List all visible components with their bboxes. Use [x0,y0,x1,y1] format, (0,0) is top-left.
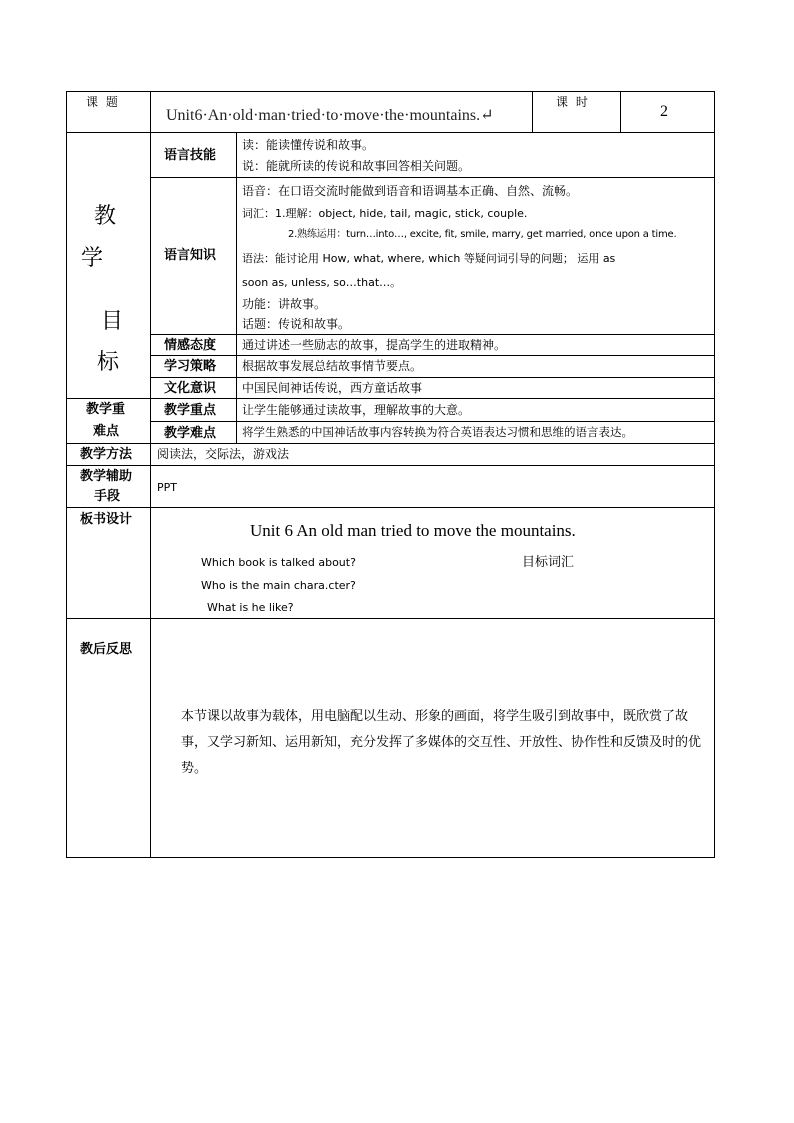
board-question: Which book is talked about? [201,556,356,569]
skills-line: 读：能读懂传说和故事。 [242,138,375,152]
skills-label: 语言技能 [164,148,217,163]
culture-text: 中国民间神话传说，西方童话故事 [242,381,423,395]
board-vocab: 目标词汇 [522,555,575,570]
knowledge-line: 2.熟练运用：turn…into…, excite, fit, smile, marry, get married, once upon a time. [288,229,677,240]
strategy-label: 学习策略 [164,359,217,374]
methods-label: 教学方法 [80,447,133,462]
key-points-label: 教学重 [86,402,126,417]
board-label: 板书设计 [80,512,133,527]
knowledge-label: 语言知识 [164,248,217,263]
knowledge-line: 语法：能讨论用 How, what, where, which 等疑问词引导的问题； 运用 as [242,252,616,265]
knowledge-line: 词汇：1.理解：object, hide, tail, magic, stick, couple. [242,207,528,220]
attitude-text: 通过讲述一些励志的故事，提高学生的进取精神。 [242,338,507,352]
strategy-text: 根据故事发展总结故事情节要点。 [242,359,423,373]
objectives-char: 标 [97,350,120,375]
key-points-label: 难点 [93,424,120,439]
objectives-char: 学 [81,246,104,271]
difficulty-text: 将学生熟悉的中国神话故事内容转换为符合英语表达习惯和思维的语言表达。 [242,425,633,439]
lesson-label: 课 题 [86,95,120,109]
lesson-title: Unit6·An·old·man·tried·to·move·the·mountains.↵ [166,107,494,124]
skills-line: 说：能就所读的传说和故事回答相关问题。 [242,159,471,173]
focus-label: 教学重点 [164,403,217,418]
difficulty-label: 教学难点 [164,426,217,441]
aids-label: 教学辅助 [80,469,133,484]
methods-text: 阅读法，交际法，游戏法 [157,447,290,461]
reflection-text: 本节课以故事为载体，用电脑配以生动、形象的画面，将学生吸引到故事中，既欣赏了故事，又学习新知、运用新知，充分发挥了多媒体的交互性、开放性、协作性和反馈及时的优势。 [181,709,702,776]
culture-label: 文化意识 [164,381,217,396]
objectives-char: 教 [94,204,117,229]
focus-text: 让学生能够通过读故事，理解故事的大意。 [242,403,471,417]
knowledge-line: 话题：传说和故事。 [242,317,351,331]
board-question: What is he like? [207,601,294,614]
objectives-char: 目 [101,309,124,334]
period-label: 课 时 [556,95,590,109]
aids-label: 手段 [94,489,121,504]
knowledge-line: soon as, unless, so…that…。 [242,276,402,289]
reflection-label: 教后反思 [80,642,133,657]
board-title: Unit 6 An old man tried to move the mountains. [250,521,576,540]
aids-text: PPT [157,481,177,494]
attitude-label: 情感态度 [164,338,217,353]
board-question: Who is the main chara.cter? [201,579,356,592]
period-value: 2 [660,103,668,120]
knowledge-line: 语音：在口语交流时能做到语音和语调基本正确、自然、流畅。 [242,184,579,198]
knowledge-line: 功能：讲故事。 [242,297,327,311]
